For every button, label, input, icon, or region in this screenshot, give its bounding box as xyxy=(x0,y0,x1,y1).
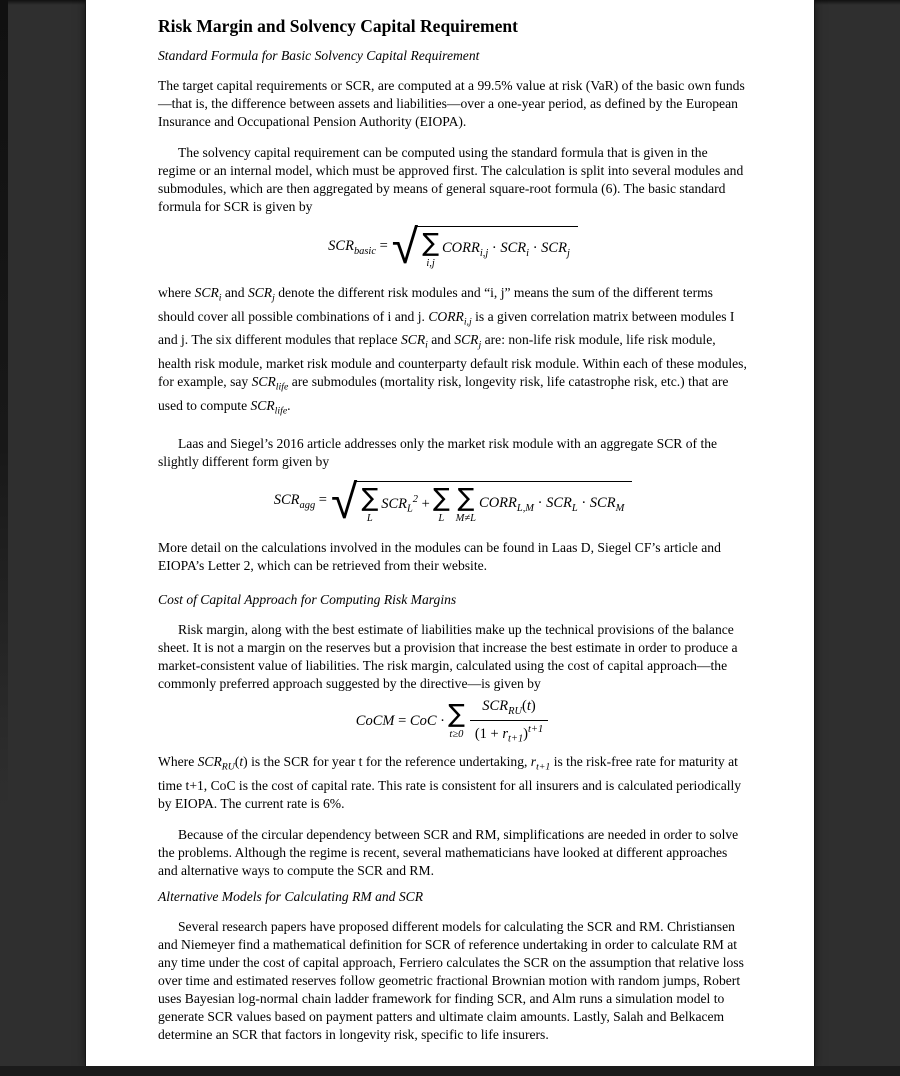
square-root xyxy=(391,219,578,275)
summation-limit: L xyxy=(366,512,373,524)
fraction-numerator: $SCR_{RU}(t)$ xyxy=(482,697,536,717)
formula-agg-radicand xyxy=(354,481,632,524)
summation-symbol xyxy=(422,230,439,269)
sigma-glyph: ∑ xyxy=(422,228,439,257)
formula-agg-squared-term: $SCR_L^2$ + xyxy=(381,493,430,515)
heading-standard-formula: Standard Formula for Basic Solvency Capital Requirement xyxy=(158,48,480,63)
para-more-detail: More detail on the calculations involved in the modules can be found in Laas D, Siegel CF’s article and EIOPA’s Letter 2, which can be retrieved from their website. xyxy=(158,539,721,573)
formula-agg-terms: $CORR_{L,M} \cdot SCR_L \cdot SCR_M$ xyxy=(479,494,625,514)
sigma-glyph: ∑ xyxy=(457,482,475,512)
summation-limit: i,j xyxy=(426,258,435,269)
formula-agg-lhs: $SCR_{agg}$ = xyxy=(273,492,327,512)
document-title: Risk Margin and Solvency Capital Requirement xyxy=(158,16,518,36)
sigma-glyph: ∑ xyxy=(361,482,379,512)
para-risk-margin: Risk margin, along with the best estimate of liabilities make up the technical provisions of the balance sheet. It is not a margin on the reserves but a provision that increase the best estimate in order to produce a market-consistent value of liabilities. The risk margin, calculated using the cost of capital approach—the commonly preferred approach suggested by the directive—is given by xyxy=(158,621,738,691)
square-root xyxy=(330,473,632,530)
para-research-papers: Several research papers have proposed different models for calculating the SCR and RM. Christiansen and Niemeyer find a mathematical definition for SCR of reference undertaking in order to calculate RM at any time under the cost of capital approach, Ferriero calculates the SCR on the assumption that relative loss over time and estimated reserves follow geometric fractional Brownian motion with random jumps, Robert uses Bayesian log-normal chain ladder framework for finding SCR, and Alm runs a simulation model to generate SCR values based on payment patters and ultimate claim amounts. Lastly, Salah and Belkacem determine an SCR that factors in longevity risk, specific to life insurers. xyxy=(158,919,744,1043)
summation-limit: M≠L xyxy=(455,512,477,524)
para-circular-dependency: Because of the circular dependency between SCR and RM, simplifications are needed in order to solve the problems. Although the regime is recent, several mathematicians have looked at different approaches and alternative ways to compute the SCR and RM. xyxy=(158,827,739,879)
summation-symbol xyxy=(455,482,477,524)
para-laas-siegel: Laas and Siegel’s 2016 article addresses only the market risk module with an aggregate SCR of the slightly different form given by xyxy=(158,435,718,469)
formula-basic-radicand xyxy=(415,226,578,269)
formula-scr-basic xyxy=(158,219,748,275)
bottom-bar xyxy=(0,1066,900,1076)
left-edge-shade xyxy=(0,0,8,807)
para-solvency-capital: The solvency capital requirement can be computed using the standard formula that is given in the regime or an internal model, which must be approved first. The calculation is split into several modules and submodules, which are then aggregated by means of general square-root formula (6). The basic standard formula for SCR is given by xyxy=(158,145,744,214)
formula-scr-agg xyxy=(158,473,748,530)
heading-alternative-models: Alternative Models for Calculating RM and SCR xyxy=(158,889,424,905)
para-where-cocm: Where $SCR_{RU}(t)$ is the SCR for year t for the reference undertaking, $r_{t+1}$ is the risk-free rate for maturity at time t+1, CoC is the cost of capital rate. This rate is consistent for all insurers and is calculated periodically by EIOPA. The current rate is 6%. xyxy=(158,754,742,812)
fraction-denominator: $(1 + r_{t+1})^{t+1}$ xyxy=(470,720,548,746)
summation-symbol xyxy=(432,482,450,524)
sigma-glyph: ∑ xyxy=(432,482,450,512)
radical-symbol: √ xyxy=(391,219,419,275)
para-target-capital: The target capital requirements or SCR, are computed at a 99.5% value at risk (VaR) of the basic own funds—that is, the difference between assets and liabilities—over a one-year period, as defined by the European Insurance and Occupational Pension Authority (EIOPA). xyxy=(158,78,745,129)
para-where-modules: where $SCR_i$ and $SCR_j$ denote the different risk modules and “i, j” means the sum of the different terms should cover all possible combinations of i and j. $CORR_{i,j}$ is a given correlation matrix between modules I and j. The six different modules that replace $SCR_i$ and $SCR_j$ are: non-life risk module, life risk module, health risk module, market risk module and counterparty default risk module. Within each of these modules, for example, say $SCR_{life}$ are submodules (mortality risk, longevity risk, life catastrophe risk, etc.) that are used to compute $SCR_{life}$. xyxy=(158,285,747,417)
summation-limit: t≥0 xyxy=(449,729,464,741)
sigma-glyph: ∑ xyxy=(447,699,465,729)
formula-cocm-lhs: CoCM = CoC · xyxy=(355,712,445,729)
formula-cocm xyxy=(158,697,748,746)
radical-symbol: √ xyxy=(330,473,358,530)
heading-cost-of-capital: Cost of Capital Approach for Computing Risk Margins xyxy=(158,591,457,607)
document-page xyxy=(85,0,815,1066)
summation-symbol xyxy=(448,701,465,740)
summation-limit: L xyxy=(438,512,445,524)
formula-basic-lhs: $SCR_{basic}$ = xyxy=(328,237,388,257)
formula-basic-terms: $CORR_{i,j} \cdot SCR_i \cdot SCR_j$ xyxy=(442,240,570,259)
summation-symbol xyxy=(361,482,379,524)
fraction xyxy=(470,697,548,746)
